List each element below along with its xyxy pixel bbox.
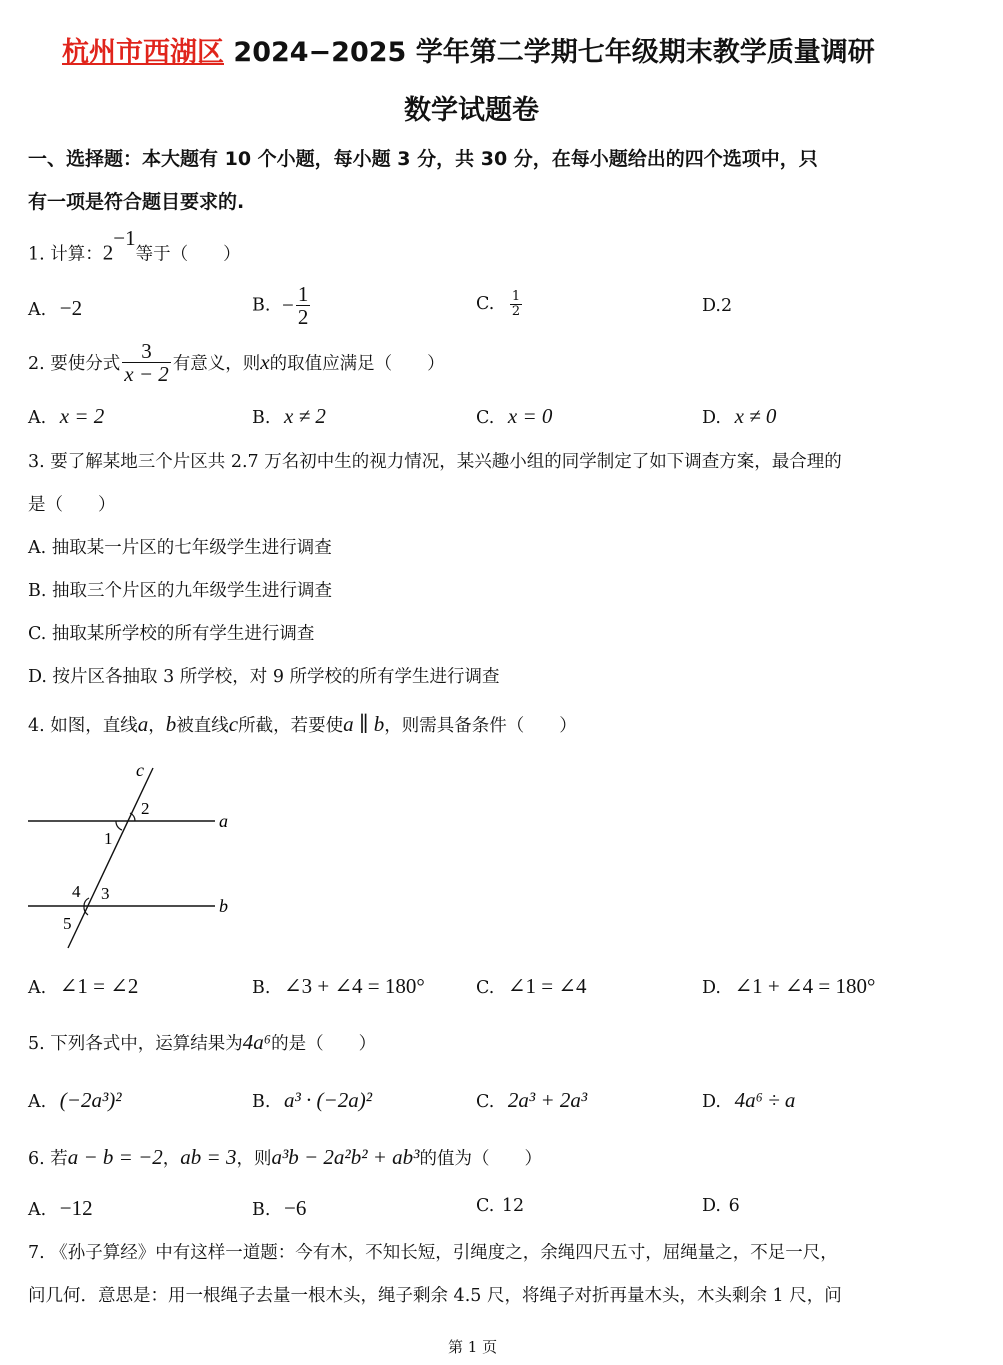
q1-option-b bbox=[252, 283, 312, 328]
denominator: 2 bbox=[511, 303, 521, 319]
q1-option-d bbox=[702, 296, 732, 316]
exam-subtitle: 数学试题卷 bbox=[404, 95, 539, 126]
numerator: 1 bbox=[297, 282, 309, 306]
q5-option-c bbox=[476, 1088, 587, 1113]
option-label: B. bbox=[252, 1200, 271, 1220]
q6-prefix: 6. 若 bbox=[28, 1149, 68, 1169]
option-value: 2a³ + 2a³ bbox=[507, 1088, 588, 1112]
q2-suffix: 的取值应满足（ ） bbox=[269, 354, 445, 375]
q3-option-d: D. 按片区各抽取 3 所学校，对 9 所学校的所有学生进行调查 bbox=[28, 667, 500, 687]
option-value: ∠3 + ∠4 = 180° bbox=[284, 974, 425, 998]
question-7-line1: 7. 《孙子算经》中有这样一道题：今有木，不知长短，引绳度之，余绳四尺五寸，屈绳量之，不足一尺， bbox=[28, 1243, 838, 1263]
option-value: −12 bbox=[59, 1196, 93, 1220]
q1-option-c bbox=[476, 290, 524, 318]
denominator: 2 bbox=[297, 305, 309, 330]
q2-option-d bbox=[702, 404, 776, 429]
option-label: C. bbox=[476, 408, 495, 428]
q2-var: x bbox=[260, 350, 270, 375]
q6-expr: a³b − 2a²b² + ab³ bbox=[271, 1145, 420, 1169]
option-label: A. bbox=[28, 408, 47, 428]
option-value: (−2a³)² bbox=[59, 1088, 122, 1112]
q6-cond1: a − b = −2 bbox=[67, 1145, 163, 1169]
title-rest: 2024−2025 学年第二学期七年级期末教学质量调研 bbox=[233, 37, 875, 68]
q4-figure bbox=[20, 758, 240, 958]
q1-exp: −1 bbox=[113, 226, 136, 250]
label-angle-1: 1 bbox=[104, 829, 113, 848]
option-label: A. bbox=[28, 978, 47, 998]
question-3-line2: 是（ ） bbox=[28, 495, 116, 515]
question-6 bbox=[28, 1145, 542, 1170]
q1-c-fraction bbox=[510, 290, 522, 318]
option-label: D. bbox=[702, 408, 721, 428]
q5-expr: 4a⁶ bbox=[242, 1030, 272, 1054]
section-heading-line1: 一、选择题：本大题有 10 个小题，每小题 3 分，共 30 分，在每小题给出的四个选项中，只 bbox=[28, 148, 818, 170]
q6-middle: ，则 bbox=[236, 1149, 272, 1169]
option-label: B. bbox=[252, 295, 271, 316]
q1-b-fraction bbox=[296, 283, 311, 328]
angle-arc-1 bbox=[116, 821, 122, 830]
label-angle-3: 3 bbox=[101, 884, 110, 903]
option-value: a³ · (−2a)² bbox=[284, 1088, 373, 1112]
label-angle-4: 4 bbox=[72, 882, 81, 901]
q2-option-a bbox=[28, 404, 104, 429]
question-7-line2: 问几何．意思是：用一根绳子去量一根木头，绳子剩余 4.5 尺，将绳子对折再量木头，木头剩余 1 尺，问 bbox=[28, 1286, 842, 1306]
q6-cond2: ab = 3 bbox=[180, 1145, 237, 1169]
q1-base: 2 bbox=[102, 240, 114, 265]
option-value: −6 bbox=[284, 1196, 307, 1220]
q6-sep: ， bbox=[162, 1149, 181, 1169]
label-a: a bbox=[219, 811, 228, 831]
q3-option-c: C. 抽取某所学校的所有学生进行调查 bbox=[28, 624, 315, 644]
q2-fraction bbox=[122, 340, 171, 385]
q5-option-a bbox=[28, 1088, 122, 1113]
option-label: D. bbox=[702, 978, 721, 998]
option-label: C. bbox=[476, 294, 495, 315]
q2-middle: 有意义，则 bbox=[172, 354, 261, 375]
question-4 bbox=[28, 712, 577, 737]
option-label: C. bbox=[476, 1196, 495, 1216]
q2-option-c bbox=[476, 404, 552, 429]
numerator: 3 bbox=[122, 340, 171, 363]
q5-prefix: 5. 下列各式中，运算结果为 bbox=[28, 1034, 243, 1054]
option-value: 6 bbox=[728, 1196, 740, 1216]
q4-var-a: a bbox=[137, 712, 149, 736]
option-label: C. bbox=[476, 978, 495, 998]
section-heading-line2: 有一项是符合题目要求的. bbox=[28, 191, 245, 213]
option-label: B. bbox=[252, 978, 271, 998]
option-value: 12 bbox=[501, 1196, 525, 1216]
page-number: 第 1 页 bbox=[448, 1338, 498, 1356]
option-value: ∠1 + ∠4 = 180° bbox=[734, 974, 876, 998]
option-label: B. bbox=[252, 408, 271, 428]
question-2 bbox=[28, 340, 445, 385]
q5-option-b bbox=[252, 1088, 372, 1113]
q4-option-a bbox=[28, 974, 138, 999]
question-1 bbox=[28, 226, 241, 266]
title-location: 杭州市西湖区 bbox=[62, 37, 224, 68]
q4-var-c: c bbox=[228, 712, 239, 736]
q4-text-c: 所截，若要使 bbox=[238, 716, 344, 736]
numerator: 1 bbox=[511, 289, 521, 304]
q4-text-b: 被直线 bbox=[176, 716, 229, 736]
q2-prefix: 2. 要使分式 bbox=[28, 354, 121, 375]
option-value: ∠1 = ∠2 bbox=[59, 974, 139, 998]
option-value: x ≠ 0 bbox=[734, 404, 777, 428]
denominator: x − 2 bbox=[124, 362, 169, 387]
label-b: b bbox=[219, 896, 228, 916]
option-label: A. bbox=[28, 1200, 47, 1220]
label-angle-5: 5 bbox=[63, 914, 72, 933]
option-value: x = 2 bbox=[59, 404, 105, 428]
q6-suffix: 的值为（ ） bbox=[419, 1149, 542, 1169]
option-label: A. bbox=[28, 300, 47, 320]
option-value: x = 0 bbox=[507, 404, 553, 428]
q1-option-a bbox=[28, 296, 82, 321]
q6-option-c bbox=[476, 1196, 524, 1216]
q4-text-d: ，则需具备条件（ ） bbox=[384, 716, 577, 736]
q6-option-d bbox=[702, 1196, 740, 1216]
q4-sep: ， bbox=[148, 716, 166, 736]
option-label: B. bbox=[252, 1092, 271, 1112]
q4-parallel: a ∥ b bbox=[343, 712, 385, 736]
q6-option-b bbox=[252, 1196, 306, 1221]
q5-suffix: 的是（ ） bbox=[271, 1034, 377, 1054]
question-5 bbox=[28, 1030, 376, 1055]
option-label: C. bbox=[476, 1092, 495, 1112]
minus-sign: − bbox=[282, 293, 294, 318]
option-value: 2 bbox=[720, 296, 733, 316]
q3-option-a: A. 抽取某一片区的七年级学生进行调查 bbox=[28, 538, 332, 558]
option-label: D. bbox=[702, 1196, 721, 1216]
line-c bbox=[68, 768, 153, 948]
exam-title bbox=[62, 30, 875, 69]
q1-prefix: 1. 计算： bbox=[28, 244, 103, 265]
q4-option-d bbox=[702, 974, 875, 999]
q2-option-b bbox=[252, 404, 326, 429]
q4-text-a: 4. 如图，直线 bbox=[28, 716, 138, 736]
label-c: c bbox=[136, 760, 144, 780]
label-angle-2: 2 bbox=[141, 799, 150, 818]
q6-option-a bbox=[28, 1196, 93, 1221]
option-value: −2 bbox=[59, 296, 83, 320]
question-3-line1: 3. 要了解某地三个片区共 2.7 万名初中生的视力情况，某兴趣小组的同学制定了如下调查方案，最合理的 bbox=[28, 452, 842, 472]
q4-var-b: b bbox=[165, 712, 177, 736]
option-label: D. bbox=[702, 1092, 721, 1112]
q4-option-c bbox=[476, 974, 586, 999]
q5-option-d bbox=[702, 1088, 795, 1113]
option-value: 4a⁶ ÷ a bbox=[734, 1088, 796, 1112]
q1-suffix: 等于（ ） bbox=[135, 244, 241, 265]
option-value: x ≠ 2 bbox=[284, 404, 326, 428]
q4-option-b bbox=[252, 974, 425, 999]
q3-option-b: B. 抽取三个片区的九年级学生进行调查 bbox=[28, 581, 332, 601]
option-value: ∠1 = ∠4 bbox=[507, 974, 587, 998]
option-label: A. bbox=[28, 1092, 47, 1112]
option-label: D. bbox=[702, 296, 721, 316]
